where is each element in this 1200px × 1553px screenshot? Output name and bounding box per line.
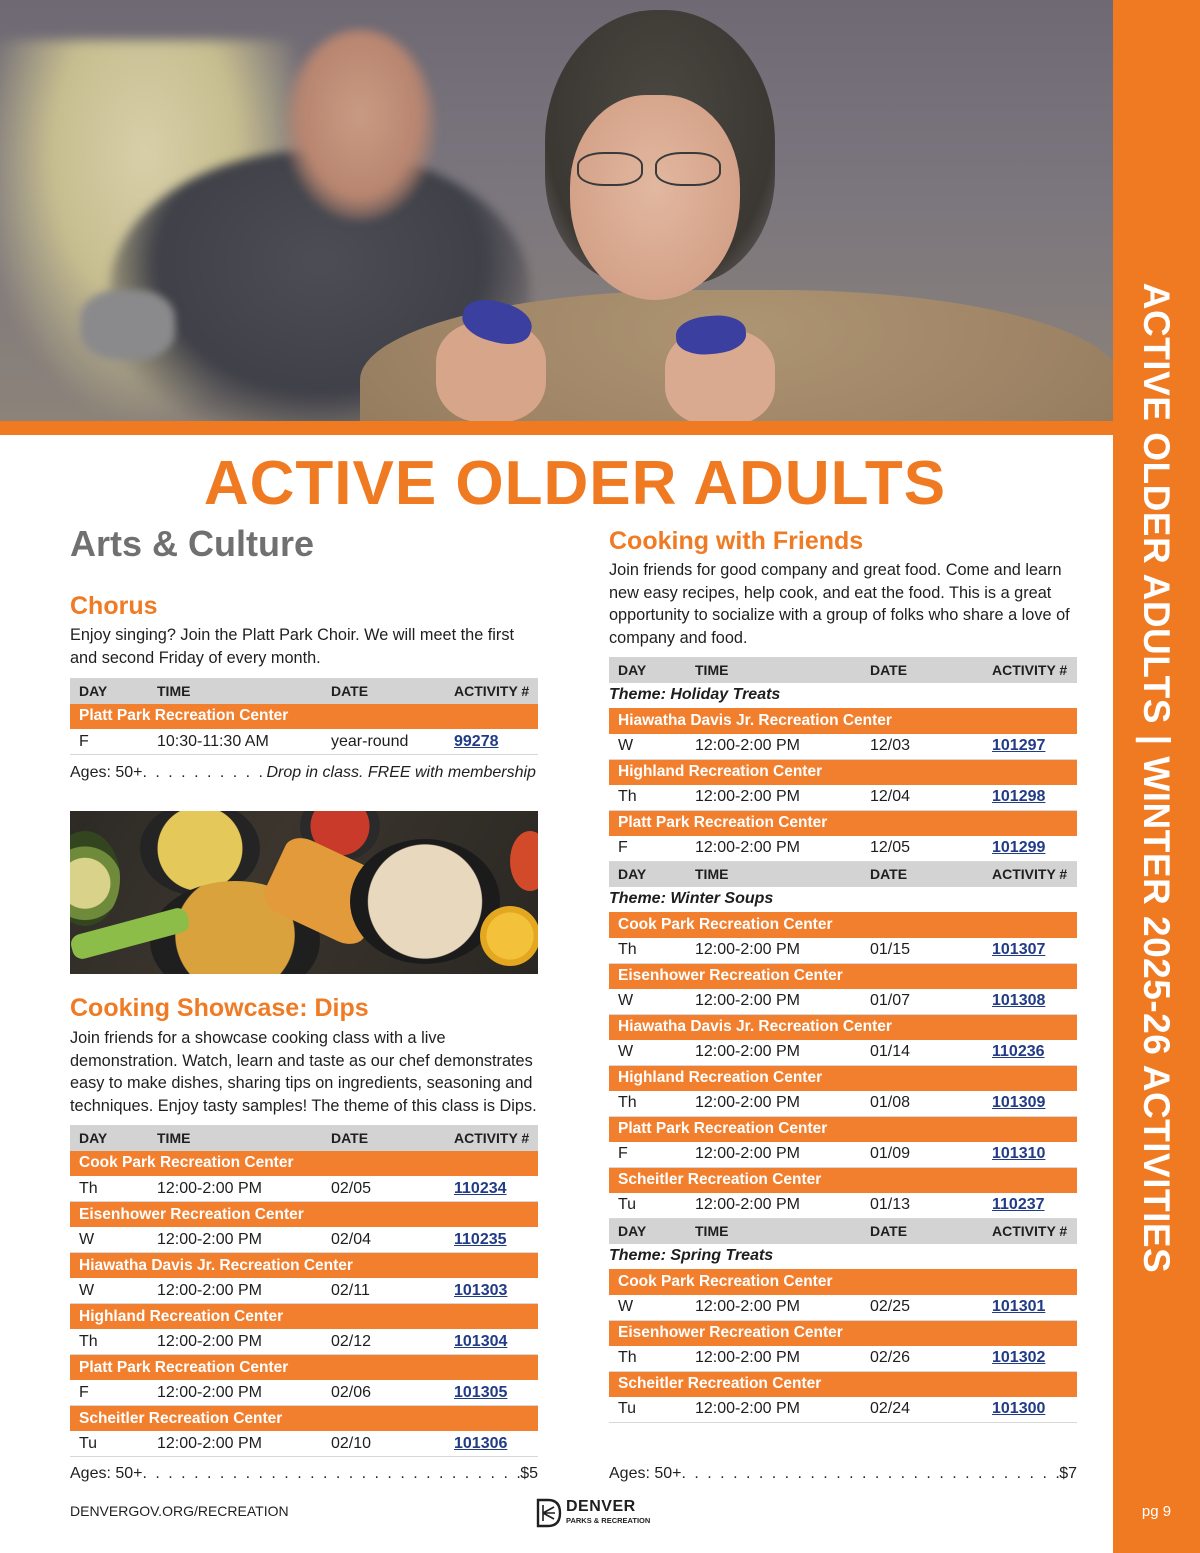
activity-cell [983,989,1077,1015]
table-row [70,729,538,755]
table-row [609,1295,1077,1321]
time-cell: 12:00-2:00 PM [686,1295,861,1321]
day-cell: Th [609,785,686,811]
activity-cell [983,836,1077,862]
date-cell: 01/09 [861,1142,983,1168]
day-cell: Tu [70,1431,148,1457]
center-name-row [609,759,1077,785]
page-title: ACTIVE OLDER ADULTS [203,449,947,518]
table-row [70,1380,538,1406]
center-name-row [609,1065,1077,1091]
activity-cell [983,1142,1077,1168]
column-header-time: TIME [686,657,861,683]
day-cell: W [609,1040,686,1066]
time-cell: 12:00-2:00 PM [686,938,861,964]
table-row [609,1142,1077,1168]
recreation-center-name: Highland Recreation Center [609,759,1077,785]
column-header-activity: ACTIVITY # [983,1218,1077,1244]
activity-cell [445,1278,538,1304]
date-cell: 01/15 [861,938,983,964]
time-cell: 12:00-2:00 PM [686,989,861,1015]
recreation-center-name: Hiawatha Davis Jr. Recreation Center [609,1014,1077,1040]
theme-label: Theme: Holiday Treats [609,686,781,704]
activity-number-link[interactable]: 101303 [454,1281,508,1299]
center-name-row [609,963,1077,989]
recreation-center-name: Highland Recreation Center [70,1304,538,1330]
day-cell: F [70,729,148,755]
recreation-center-name: Scheitler Recreation Center [609,1167,1077,1193]
date-cell: 01/13 [861,1193,983,1219]
activity-number-link[interactable]: 101310 [992,1145,1046,1162]
column-header-date: DATE [322,678,445,704]
chorus-ages-note [70,764,538,782]
chorus-schedule-table [70,678,538,755]
table-row [609,785,1077,811]
table-row [609,734,1077,760]
activity-cell [983,1091,1077,1117]
day-cell: Th [70,1176,148,1202]
table-header-row [609,861,1077,887]
activity-number-link[interactable]: 101305 [454,1383,508,1401]
day-cell: Th [70,1329,148,1355]
recreation-center-name: Platt Park Recreation Center [609,810,1077,836]
column-header-date: DATE [322,1125,445,1151]
friends-title: Cooking with Friends [609,527,864,555]
day-cell: Th [609,1346,686,1372]
ages-label: Ages: 50+ [70,1465,143,1482]
date-cell: 02/11 [322,1278,445,1304]
column-header-date: DATE [861,861,983,887]
time-cell: 12:00-2:00 PM [686,1142,861,1168]
chorus-title: Chorus [70,592,158,620]
time-cell: 10:30-11:30 AM [148,729,322,755]
activity-number-link[interactable]: 101304 [454,1332,508,1350]
time-cell: 12:00-2:00 PM [686,734,861,760]
recreation-center-name: Eisenhower Recreation Center [70,1202,538,1228]
friends-description: Join friends for good company and great food. Come and learn new easy recipes, help cook, and eat the food. This is a great opportunity to socialize with a group of folks who share a love of company and food. [609,561,1070,647]
center-name-row [609,1167,1077,1193]
activity-number-link[interactable]: 101300 [992,1400,1046,1417]
table-row [609,1091,1077,1117]
column-header-activity: ACTIVITY # [983,657,1077,683]
table-row [609,836,1077,862]
activity-number-link[interactable]: 101298 [992,788,1046,805]
time-cell: 12:00-2:00 PM [148,1380,322,1406]
logo-subtitle: PARKS & RECREATION [566,1516,651,1525]
day-cell: F [609,836,686,862]
table-row [609,1397,1077,1423]
dips-title: Cooking Showcase: Dips [70,994,369,1022]
time-cell: 12:00-2:00 PM [686,1193,861,1219]
time-cell: 12:00-2:00 PM [686,1346,861,1372]
center-name-row [70,1253,538,1279]
time-cell: 12:00-2:00 PM [686,1091,861,1117]
day-cell: Tu [609,1397,686,1423]
food-photo [70,811,538,974]
time-cell: 12:00-2:00 PM [148,1329,322,1355]
activity-cell [983,785,1077,811]
activity-number-link[interactable]: 99278 [454,732,499,750]
price: $5 [520,1465,538,1482]
table-row [70,1329,538,1355]
day-cell: W [609,989,686,1015]
center-name-row [609,810,1077,836]
day-cell: Th [609,1091,686,1117]
activity-number-link[interactable]: 110234 [454,1179,507,1197]
activity-cell [983,734,1077,760]
date-cell: 02/24 [861,1397,983,1423]
day-cell: W [70,1227,148,1253]
column-header-date: DATE [861,1218,983,1244]
time-cell: 12:00-2:00 PM [686,836,861,862]
center-name-row [609,1371,1077,1397]
day-cell: Tu [609,1193,686,1219]
column-header-time: TIME [148,678,322,704]
activity-number-link[interactable]: 101297 [992,737,1046,754]
table-header-row [70,1125,538,1151]
activity-cell [983,1397,1077,1423]
time-cell: 12:00-2:00 PM [686,1397,861,1423]
center-name-row [70,1355,538,1381]
activity-number-link[interactable]: 101306 [454,1434,508,1452]
day-cell: F [609,1142,686,1168]
activity-cell [983,938,1077,964]
activity-cell [445,1329,538,1355]
table-row [609,938,1077,964]
time-cell: 12:00-2:00 PM [686,1040,861,1066]
activity-cell [983,1295,1077,1321]
activity-cell [983,1040,1077,1066]
activity-number-link[interactable]: 101308 [992,992,1046,1009]
dips-ages-note [70,1465,538,1483]
date-cell: 02/05 [322,1176,445,1202]
column-header-day: DAY [70,678,148,704]
center-name-row [70,1406,538,1432]
recreation-center-name: Eisenhower Recreation Center [609,1320,1077,1346]
date-cell: 02/25 [861,1295,983,1321]
column-header-time: TIME [686,861,861,887]
column-header-activity: ACTIVITY # [445,1125,538,1151]
activity-number-link[interactable]: 101307 [992,941,1046,958]
section-heading: Arts & Culture [70,523,315,564]
center-name-row [609,1269,1077,1295]
table-row [609,989,1077,1015]
chorus-description: Enjoy singing? Join the Platt Park Choir. We will meet the first and second Friday of every month. [70,626,515,667]
recreation-center-name: Platt Park Recreation Center [70,704,538,730]
table-header-row [609,657,1077,683]
date-cell: 12/05 [861,836,983,862]
activity-cell [445,1380,538,1406]
recreation-center-name: Cook Park Recreation Center [70,1151,538,1177]
footer-url[interactable]: DENVERGOV.ORG/RECREATION [70,1503,289,1519]
date-cell: 02/04 [322,1227,445,1253]
table-row [70,1431,538,1457]
day-cell: F [70,1380,148,1406]
side-title: ACTIVE OLDER ADULTS | WINTER 2025-26 ACTIVITIES [1136,282,1177,1274]
column-header-activity: ACTIVITY # [445,678,538,704]
date-cell: 12/04 [861,785,983,811]
friends-schedule-table [609,657,1077,1423]
date-cell: 01/08 [861,1091,983,1117]
activity-number-link[interactable]: 110237 [992,1196,1045,1213]
activity-number-link[interactable]: 101309 [992,1094,1046,1111]
column-header-activity: ACTIVITY # [983,861,1077,887]
ages-label: Ages: 50+ [609,1465,682,1482]
center-name-row [609,912,1077,938]
column-header-day: DAY [609,657,686,683]
orange-divider [0,421,1113,435]
date-cell: 02/06 [322,1380,445,1406]
activity-cell [983,1346,1077,1372]
date-cell: 02/12 [322,1329,445,1355]
date-cell: 02/26 [861,1346,983,1372]
activity-number-link[interactable]: 110235 [454,1230,507,1248]
time-cell: 12:00-2:00 PM [148,1278,322,1304]
column-header-time: TIME [686,1218,861,1244]
theme-label: Theme: Spring Treats [609,1247,774,1265]
date-cell: 02/10 [322,1431,445,1457]
time-cell: 12:00-2:00 PM [148,1431,322,1457]
table-row [609,1193,1077,1219]
theme-row [609,887,1077,913]
dips-schedule-table [70,1125,538,1457]
table-row [70,1227,538,1253]
recreation-center-name: Cook Park Recreation Center [609,1269,1077,1295]
date-cell: 12/03 [861,734,983,760]
day-cell: W [609,1295,686,1321]
table-row [609,1040,1077,1066]
activity-cell [445,729,538,755]
dips-description: Join friends for a showcase cooking class with a live demonstration. Watch, learn and taste as our chef demonstrates easy to make dishes, sharing tips on ingredients, seasoning and techniques. Enjoy tasty samples! The theme of this class is Dips. [70,1029,537,1115]
center-name-row [609,1014,1077,1040]
activity-number-link[interactable]: 101301 [992,1298,1046,1315]
activity-cell [445,1431,538,1457]
recreation-center-name: Scheitler Recreation Center [609,1371,1077,1397]
recreation-center-name: Platt Park Recreation Center [609,1116,1077,1142]
activity-cell [983,1193,1077,1219]
center-name-row [609,708,1077,734]
theme-row [609,1244,1077,1270]
theme-row [609,683,1077,709]
day-cell: W [70,1278,148,1304]
column-header-day: DAY [609,861,686,887]
day-cell: Th [609,938,686,964]
center-name-row [609,1116,1077,1142]
date-cell: 01/14 [861,1040,983,1066]
hero-photo [0,0,1113,421]
table-header-row [609,1218,1077,1244]
recreation-center-name: Scheitler Recreation Center [70,1406,538,1432]
center-name-row [70,704,538,730]
activity-number-link[interactable]: 101299 [992,839,1046,856]
time-cell: 12:00-2:00 PM [148,1227,322,1253]
activity-cell [445,1176,538,1202]
center-name-row [70,1151,538,1177]
column-header-time: TIME [148,1125,322,1151]
center-name-row [609,1320,1077,1346]
recreation-center-name: Eisenhower Recreation Center [609,963,1077,989]
recreation-center-name: Platt Park Recreation Center [70,1355,538,1381]
column-header-day: DAY [70,1125,148,1151]
recreation-center-name: Cook Park Recreation Center [609,912,1077,938]
date-cell: year-round [322,729,445,755]
theme-label: Theme: Winter Soups [609,890,774,908]
activity-number-link[interactable]: 110236 [992,1043,1045,1060]
drop-in-note: Drop in class. FREE with membership [266,764,536,781]
column-header-day: DAY [609,1218,686,1244]
ages-label: Ages: 50+ [70,764,143,781]
column-header-date: DATE [861,657,983,683]
center-name-row [70,1202,538,1228]
table-row [609,1346,1077,1372]
table-row [70,1278,538,1304]
friends-ages-note [609,1465,1077,1483]
logo-name: DENVER [566,1498,636,1515]
table-header-row [70,678,538,704]
price: $7 [1059,1465,1077,1482]
page-number: pg 9 [1141,1503,1172,1520]
activity-cell [445,1227,538,1253]
activity-number-link[interactable]: 101302 [992,1349,1046,1366]
center-name-row [70,1304,538,1330]
denver-logo-icon [536,1498,562,1528]
time-cell: 12:00-2:00 PM [148,1176,322,1202]
day-cell: W [609,734,686,760]
recreation-center-name: Hiawatha Davis Jr. Recreation Center [609,708,1077,734]
recreation-center-name: Highland Recreation Center [609,1065,1077,1091]
table-row [70,1176,538,1202]
time-cell: 12:00-2:00 PM [686,785,861,811]
recreation-center-name: Hiawatha Davis Jr. Recreation Center [70,1253,538,1279]
date-cell: 01/07 [861,989,983,1015]
